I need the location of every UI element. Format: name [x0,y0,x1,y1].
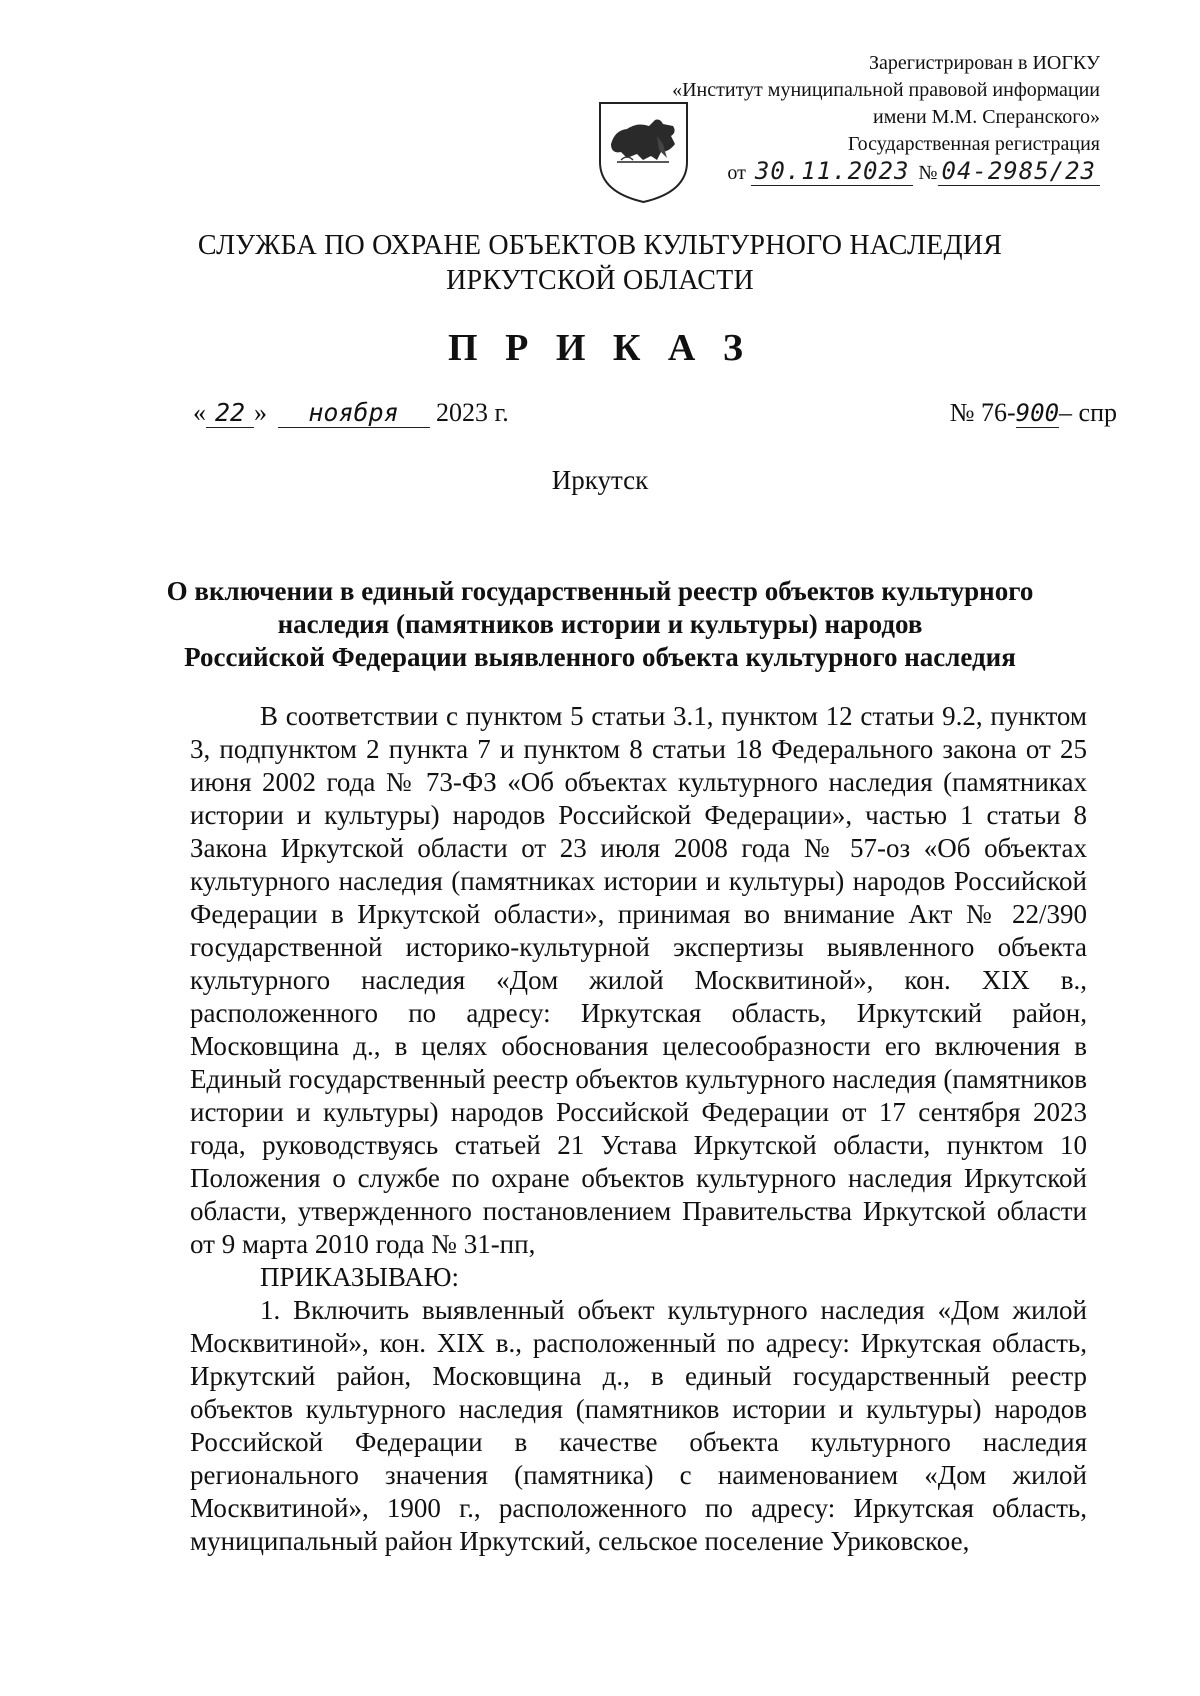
registration-line-3: имени М.М. Сперанского» [873,106,1100,128]
registration-line-4: Государственная регистрация [847,133,1100,155]
registration-line-1: Зарегистрирован в ИОГКУ [869,52,1100,74]
order-number-suffix: – спр [1059,398,1117,427]
order-verb: ПРИКАЗЫВАЮ: [260,1262,459,1292]
order-number-prefix: № 76- [949,398,1016,427]
order-date-year: 2023 г. [436,398,509,427]
order-body [190,700,1087,1558]
city: Иркутск [551,465,649,495]
service-name-line-1: СЛУЖБА ПО ОХРАНЕ ОБЪЕКТОВ КУЛЬТУРНОГО НАСЛЕДИЯ [197,230,1003,261]
registration-line-2: «Институт муниципальной правовой информации [672,79,1100,101]
order-number [950,398,1117,428]
order-subject-line-2: наследия (памятников истории и культуры) народов [277,609,923,639]
order-date-close-quote: » [254,398,267,427]
order-title: П Р И К А З [448,327,752,369]
order-subject-line-1: О включении в единый государственный реестр объектов культурного [166,576,1034,606]
registration-date-handwritten: 30.11.2023 [751,157,914,186]
order-subject-line-3: Российской Федерации выявленного объекта культурного наследия [184,642,1016,672]
preamble-paragraph: В соответствии с пунктом 5 статьи 3.1, пунктом 12 статьи 9.2, пунктом 3, подпунктом 2 пункта 7 и пунктом 8 статьи 18 Федерального закона от 25 июня 2002 года № 73-ФЗ «Об объектах культурного наследия (памятниках истории и культуры) народов Российской Федерации», частью 1 статьи 8 Закона Иркутской области от 23 июля 2008 года № 57-оз «Об объектах культурного наследия (памятниках истории и культуры) народов Российской Федерации в Иркутской области», принимая во внимание Акт № 22/390 государственной историко-культурной экспертизы выявленного объекта культурного наследия «Дом жилой Москвитиной», кон. XIX в., расположенного по адресу: Иркутская область, Иркутский район, Московщина д., в целях обоснования целесообразности его включения в Единый государственный реестр объектов культурного наследия (памятников истории и культуры) народов Российской Федерации от 17 сентября 2023 года, руководствуясь статьей 21 Устава Иркутской области, пунктом 10 Положения о службе по охране объектов культурного наследия Иркутской области, утвержденного постановлением Правительства Иркутской области от 9 марта 2010 года № 31-пп, [190,701,1087,1259]
registration-number-prefix: № [918,162,938,184]
registration-number-handwritten: 04-2985/23 [938,157,1101,186]
order-item-1: 1. Включить выявленный объект культурного наследия «Дом жилой Москвитиной», кон. XIX в., расположенный по адресу: Иркутская область, Иркутский район, Московщина д., в единый государственный реестр объектов культурного наследия (памятников истории и культуры) народов Российской Федерации в качестве объекта культурного наследия регионального значения (памятника) с наименованием «Дом жилой Москвитиной», 1900 г., расположенного по адресу: Иркутская область, муниципальный район Иркутский, сельское поселение Уриковское, [190,1295,1087,1556]
irkutsk-coat-of-arms-icon [597,100,690,205]
order-date-open-quote: « [193,398,206,427]
order-number-handwritten: 900 [1015,399,1060,427]
registration-date-prefix: от [727,162,746,184]
service-name-line-2: ИРКУТСКОЙ ОБЛАСТИ [446,265,754,296]
service-name [0,228,1200,298]
order-date-day: 22 [206,398,254,428]
order-subject [120,575,1080,674]
order-date-month: ноября [278,398,430,428]
order-date [193,398,509,428]
